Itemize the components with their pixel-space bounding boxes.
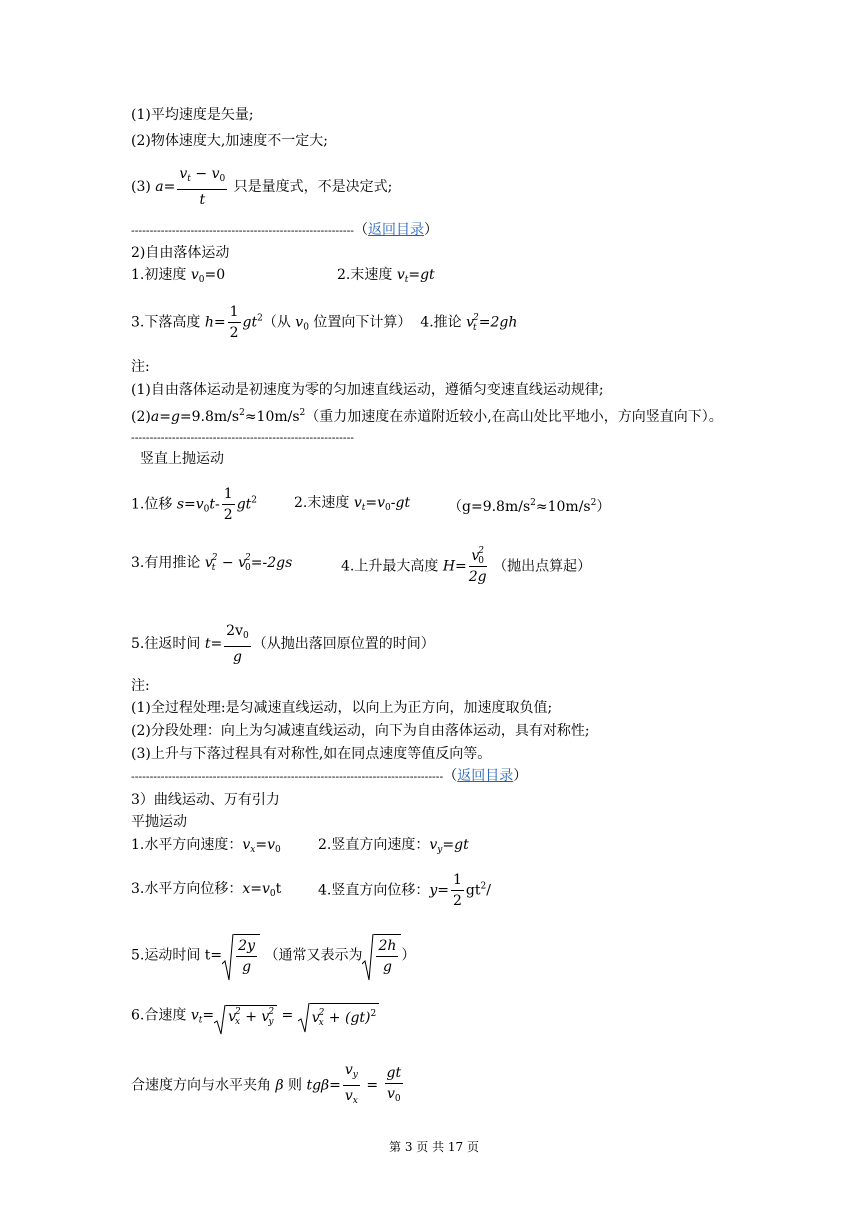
section-title: 竖直上抛运动 [140, 451, 224, 467]
separator: ------------------------------------------------------------ [131, 431, 355, 444]
section-title: 2)自由落体运动 [131, 245, 230, 261]
page-footer: 第 3 页 共 17 页 [389, 1140, 479, 1154]
section-subtitle: 平抛运动 [131, 814, 187, 830]
formula-line: 3.水平方向位移：$x=v_0t$ [131, 881, 282, 899]
formula-line: 4.上升最大高度 H= v 2 0 2g （抛出点算起） [341, 546, 592, 585]
note-line: (2)分段处理：向上为匀减速直线运动，向下为自由落体运动，具有对称性; [131, 723, 590, 739]
note-line: (1)全过程处理:是匀减速直线运动，以向上为正方向，加速度取负值; [131, 700, 553, 716]
note-line: (2)物体速度大,加速度不一定大; [131, 133, 328, 149]
formula-line: 2.末速度 $v_t=v_0-gt$ [294, 495, 411, 513]
separator: ------------------------------------------------------------------------------------（返回目录） [131, 768, 528, 784]
note-label: 注: [131, 359, 150, 375]
formula-line: 2.末速度 $v_t=gt$ [337, 267, 435, 285]
formula-line: 5.运动时间 t= $\frac{2y}{g}$ （通常又表示为 $\frac{2h}{g}$ ） [131, 934, 415, 977]
formula-line: 1.水平方向速度：$v_x=v_0$ [131, 837, 281, 855]
note-line: (1)平均速度是矢量; [131, 107, 254, 123]
formula-line: 3.下落高度 h= $\frac{1}{2}$ $gt^2$（从 $v_0$ 位置向下计算） 4.推论 v 2 t =2gh [131, 304, 518, 341]
formula-line: 1.位移 $s=v_0t-$ $\frac{1}{2}$ $gt^2$ [131, 486, 258, 523]
note-line: (3)上升与下落过程具有对称性,如在同点速度等值反向等。 [131, 746, 492, 762]
note-line: $(2)a=g=9.8m/s^2\approx 10m/s^2$（重力加速度在赤道附近较小,在高山处比平地小，方向竖直向下）。 [131, 408, 723, 425]
formula-line: 3.有用推论 v 2 t − v 2 0 =-2gs [131, 553, 293, 573]
formula-line: 合速度方向与水平夹角 β 则 tgβ= $\frac{v_y}{v_x}$ = $\frac{gt}{v_0}$ [131, 1062, 402, 1106]
back-to-toc-link[interactable]: 返回目录 [457, 768, 514, 784]
formula-line: 5.往返时间 t= $\frac{2v_0}{g}$ （从抛出落回原位置的时间） [131, 623, 435, 665]
back-to-toc-link[interactable]: 返回目录 [368, 222, 425, 238]
note-label: 注: [131, 678, 150, 694]
formula-line: 1.初速度 $v_0=0$ [131, 267, 226, 285]
note-line: (1)自由落体运动是初速度为零的匀加速直线运动，遵循匀变速直线运动规律; [131, 382, 604, 398]
formula-line: 4.竖直方向位移：y= $\frac{1}{2}$ $gt^2/$ [318, 872, 491, 909]
section-title: 3）曲线运动、万有引力 [131, 792, 280, 808]
formula-line: 6.合速度 $v_t=$ v 2 x + v 2 y = v 2 x + (gt)$^2$ [131, 1003, 379, 1030]
separator: ------------------------------------------------------------（返回目录） [131, 222, 439, 238]
formula-line: 2.竖直方向速度：$v_y=gt$ [318, 837, 469, 855]
formula-note: $(g=9.8m/s^2\approx 10m/s^2)$ [448, 498, 611, 515]
formula-acceleration: (3) a= $\frac{v_t - v_0}{t}$ 只是量度式，不是决定式; [131, 166, 393, 208]
